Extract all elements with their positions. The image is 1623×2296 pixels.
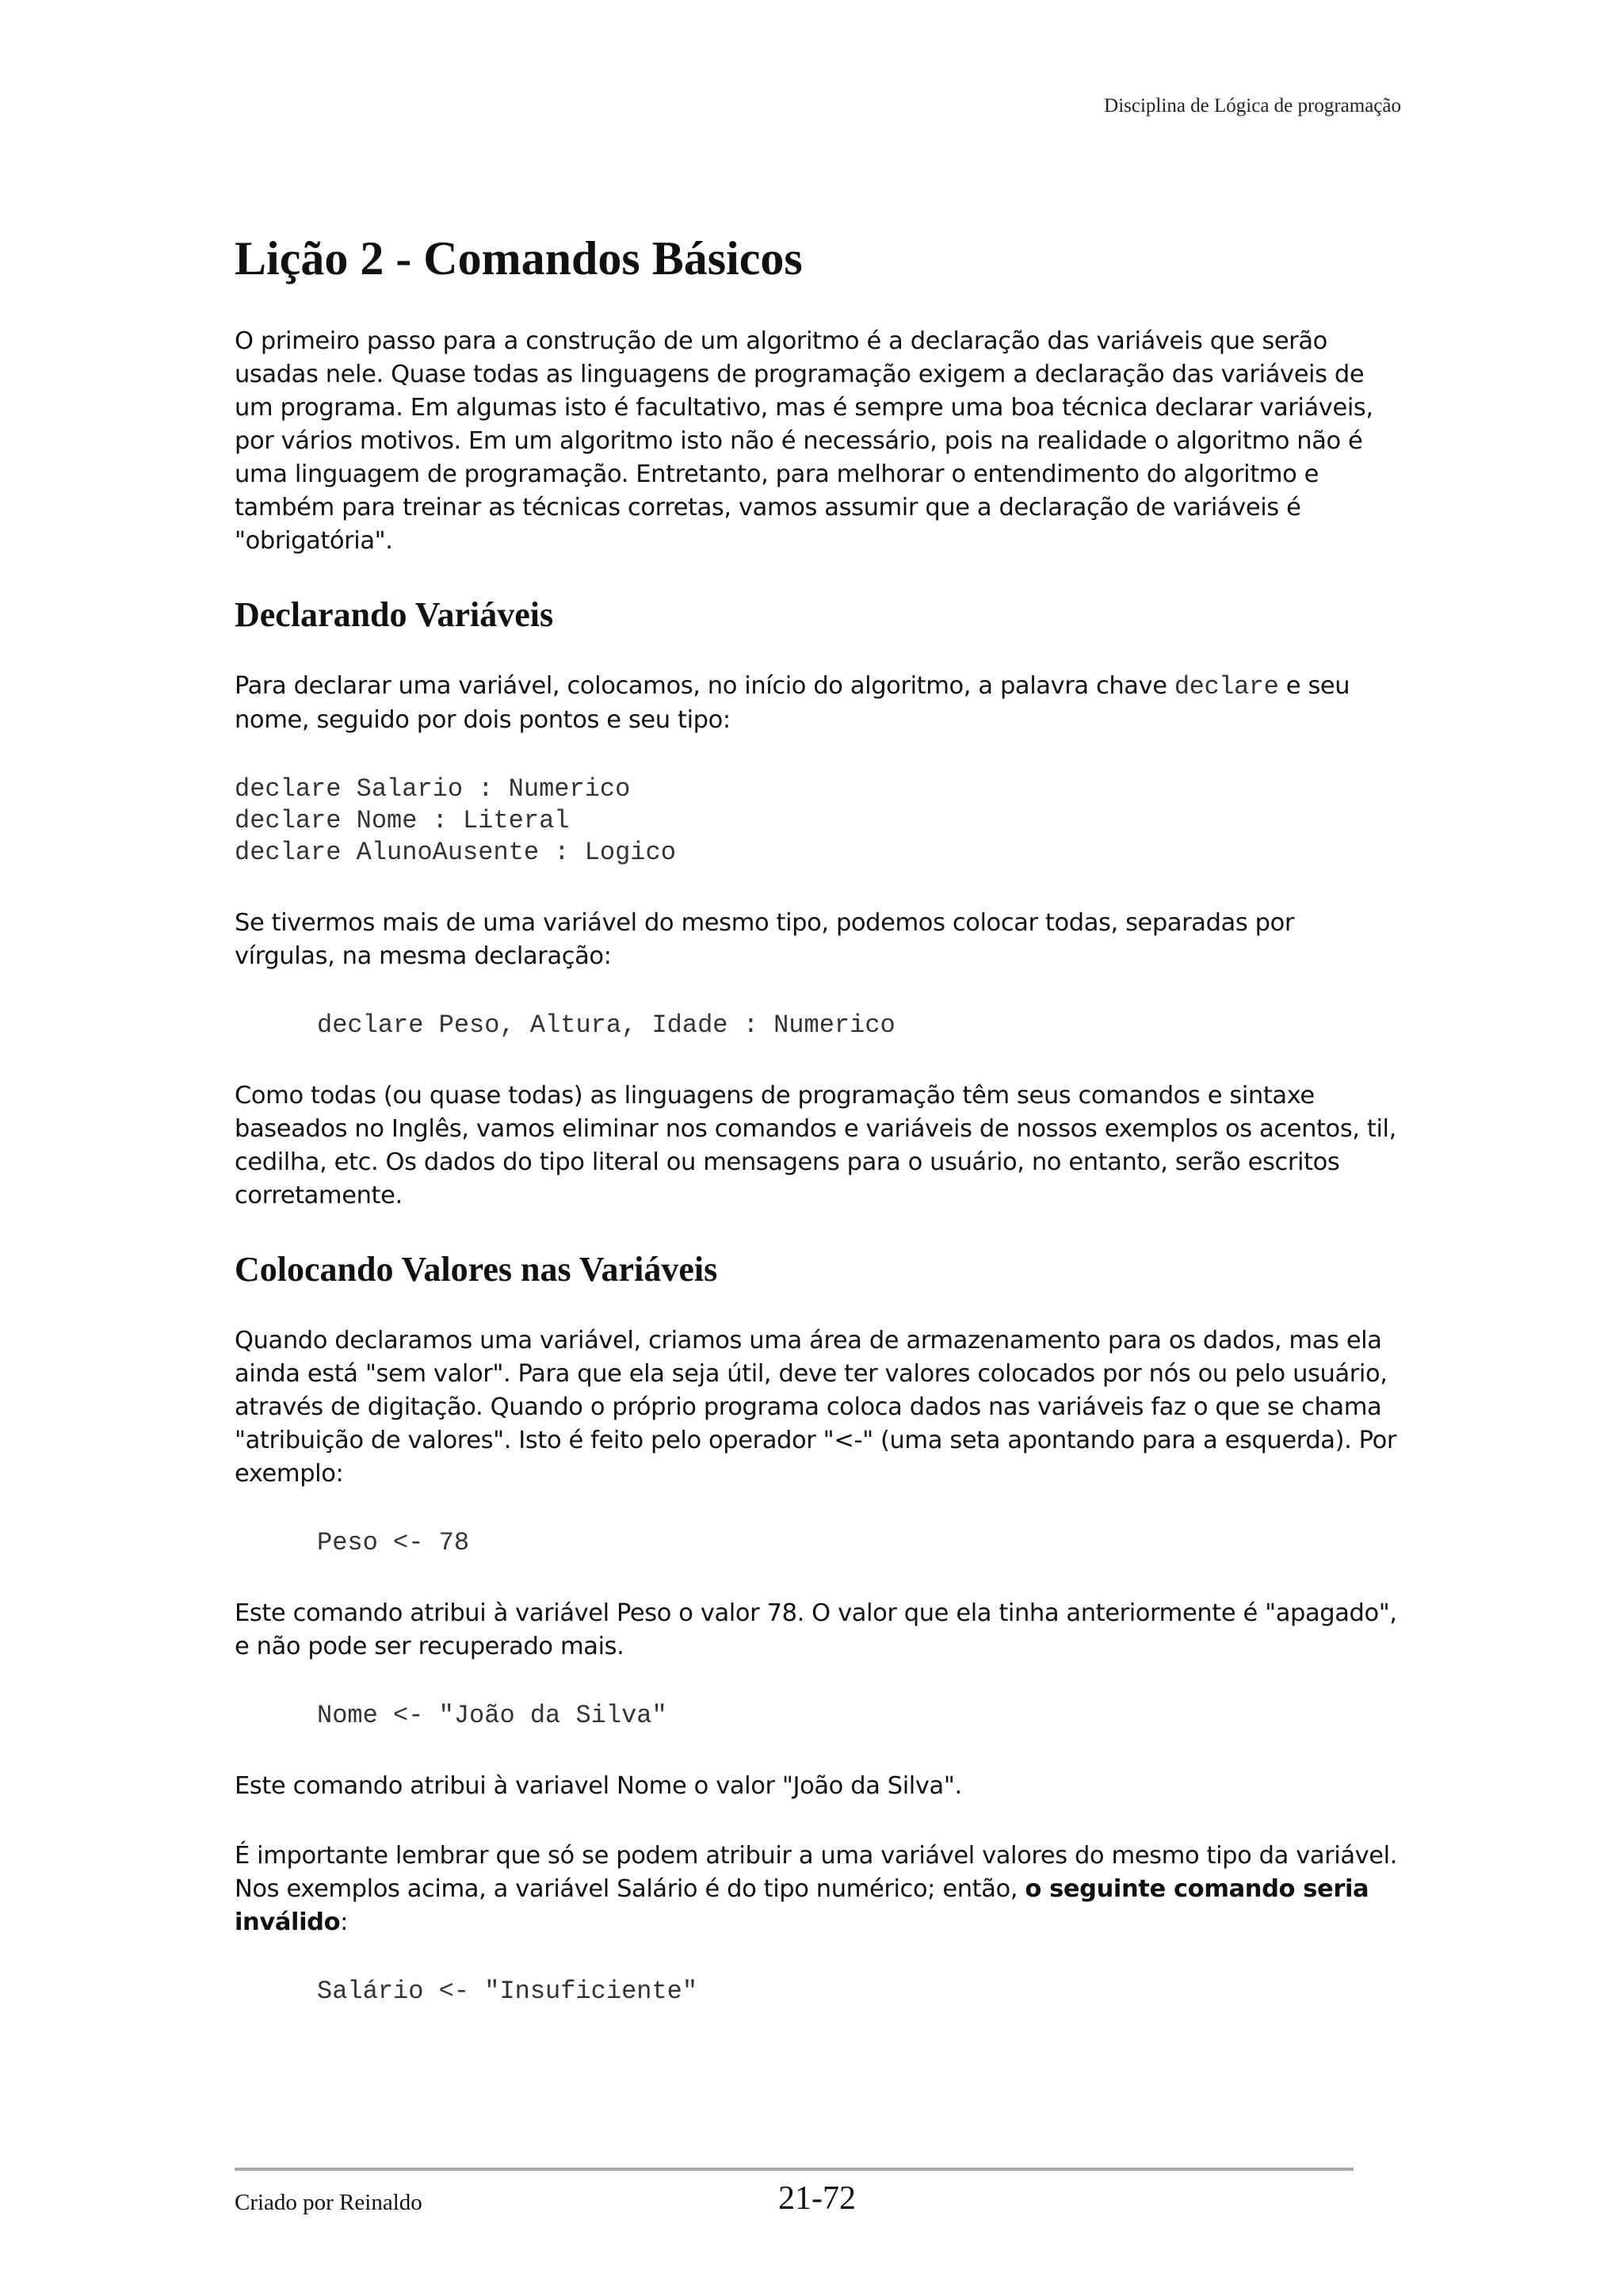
footer-divider bbox=[235, 2168, 1354, 2171]
paragraph-type-warning bbox=[235, 1839, 1400, 1939]
code-block-declarations bbox=[235, 774, 1400, 869]
paragraph-assign-peso-explanation: Este comando atribui à variável Peso o valor 78. O valor que ela tinha anteriormente é "apagado", e não pode ser recuperado mais. bbox=[235, 1599, 1397, 1660]
text-segment: É importante lembrar que só se podem atribuir a uma variável valores do mesmo tipo da variável. Nos exemplos acima, a variável Salário é do tipo numérico; então, bbox=[235, 1841, 1398, 1903]
paragraph-assign-nome-explanation: Este comando atribui à variavel Nome o valor "João da Silva". bbox=[235, 1771, 962, 1800]
text-segment: Para declarar uma variável, colocamos, no início do algoritmo, a palavra chave bbox=[235, 671, 1174, 700]
intro-paragraph: O primeiro passo para a construção de um algoritmo é a declaração das variáveis que serão usadas nele. Quase todas as linguagens de programação exigem a declaração das variáveis de um programa. Em algumas isto é facultativo, mas é sempre uma boa técnica declarar variáveis, por vários motivos. Em um algoritmo isto não é necessário, pois na realidade o algoritmo não é uma linguagem de programação. Entretanto, para melhorar o entendimento do algoritmo e também para treinar as técnicas corretas, vamos assumir que a declaração de variáveis é "obrigatória". bbox=[235, 327, 1373, 555]
text-segment: : bbox=[340, 1908, 349, 1936]
running-header: Disciplina de Lógica de programação bbox=[1104, 95, 1401, 117]
code-block-multi-declare: declare Peso, Altura, Idade : Numerico bbox=[317, 1010, 896, 1040]
code-block-assign-peso: Peso <- 78 bbox=[317, 1527, 470, 1557]
code-block-invalid-assign: Salário <- "Insuficiente" bbox=[317, 1976, 698, 2006]
paragraph-multiple-vars: Se tivermos mais de uma variável do mesmo tipo, podemos colocar todas, separadas por vírgulas, na mesma declaração: bbox=[235, 908, 1294, 970]
code-block-assign-nome: Nome <- "João da Silva" bbox=[317, 1700, 667, 1730]
paragraph-declare-intro bbox=[235, 670, 1400, 737]
code-line: declare AlunoAusente : Logico bbox=[235, 837, 676, 867]
bold-warning: o seguinte comando seria inválido bbox=[235, 1874, 1369, 1936]
paragraph-assignment-intro: Quando declaramos uma variável, criamos uma área de armazenamento para os dados, mas ela ainda está "sem valor". Para que ela seja útil, deve ter valores colocados por nós ou pelo usuário, através de digitação. Quando o próprio programa coloca dados nas variáveis faz o que se chama "atribuição de valores". Isto é feito pelo operador "<-" (uma seta apontando para a esquerda). Por exemplo: bbox=[235, 1326, 1396, 1488]
section-heading-assigning: Colocando Valores nas Variáveis bbox=[235, 1249, 718, 1289]
footer-author: Criado por Reinaldo bbox=[235, 2190, 422, 2215]
page-number: 21-72 bbox=[778, 2180, 856, 2217]
page-content bbox=[235, 230, 1400, 2046]
paragraph-accents-note: Como todas (ou quase todas) as linguagens de programação têm seus comandos e sintaxe baseados no Inglês, vamos eliminar nos comandos e variáveis de nossos exemplos os acentos, til, cedilha, etc. Os dados do tipo literal ou mensagens para o usuário, no entanto, serão escritos corretamente. bbox=[235, 1081, 1396, 1209]
lesson-title: Lição 2 - Comandos Básicos bbox=[235, 232, 803, 285]
section-heading-declaring: Declarando Variáveis bbox=[235, 595, 554, 634]
code-line: declare Nome : Literal bbox=[235, 805, 570, 835]
keyword-declare: declare bbox=[1174, 671, 1279, 701]
text-segment: e seu nome, seguido por dois pontos e seu tipo: bbox=[235, 671, 1350, 734]
code-line: declare Salario : Numerico bbox=[235, 774, 631, 804]
